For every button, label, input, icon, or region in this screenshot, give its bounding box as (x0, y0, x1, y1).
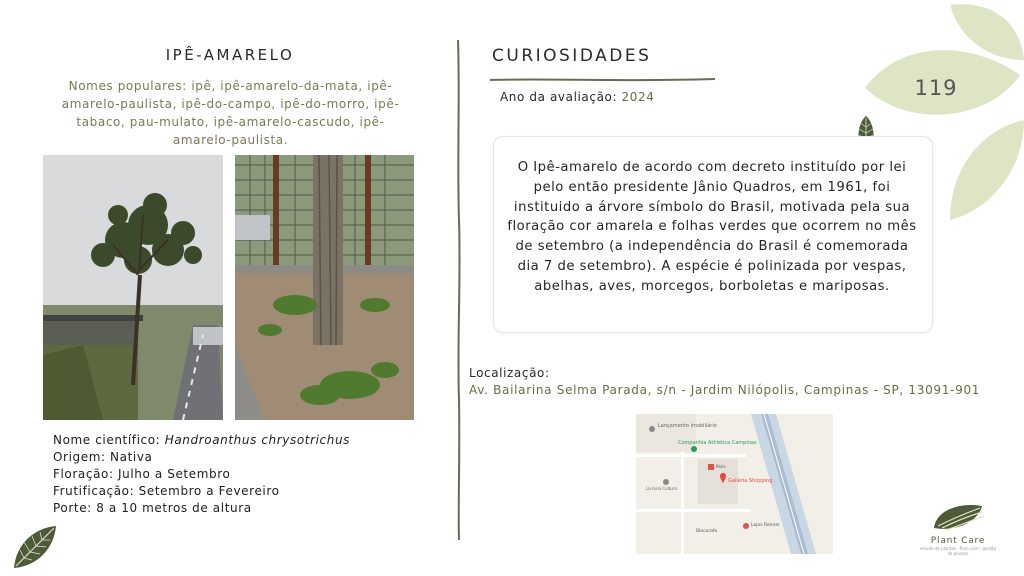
map-label-top: Lançamento imobiliário (658, 423, 717, 429)
evaluation-year: Ano da avaliação: 2024 (500, 90, 655, 104)
species-facts (53, 432, 350, 517)
origin: Origem: Nativa (53, 450, 153, 464)
map-label-livraria: Livraria Cultura (646, 486, 677, 491)
flowering: Floração: Julho a Setembro (53, 467, 231, 481)
logo-leaf-icon (930, 500, 986, 532)
map-label-paris: Paris (716, 464, 726, 469)
species-title: IPÊ-AMARELO (165, 46, 295, 64)
tree-photo (43, 155, 223, 420)
logo-tagline: estudo de plantas · flora care · gestão de plantas (919, 546, 997, 556)
fruiting: Frutificação: Setembro a Fevereiro (53, 484, 280, 498)
page-number: 119 (914, 76, 958, 100)
section-title: CURIOSIDADES (492, 46, 652, 66)
map-label-bloco: Blocorafe (696, 529, 718, 534)
scientific-name: Nome científico: Handroanthus chrysotrichus (53, 433, 351, 447)
logo-name: Plant Care (930, 536, 986, 546)
popular-names: Nomes populares: ipê, ipê-amarelo-da-mata, ipê-amarelo-paulista, ipê-do-campo, ipê-do-morro, ipê-tabaco, pau-mulato, ipê-amarelo-cascudo, ipê-amarelo-paulista. (61, 79, 400, 147)
scientific-name-value: Handroanthus chrysotrichus (164, 433, 351, 447)
map-label-shopping: Galleria Shopping (728, 478, 773, 484)
leaf-icon (10, 522, 60, 576)
title-underline (490, 68, 715, 87)
tree-size: Porte: 8 a 10 metros de altura (53, 501, 252, 515)
map-label-lojas: Lojas Renner (751, 523, 780, 528)
location-address: Av. Bailarina Selma Parada, s/n - Jardim Nilópolis, Campinas - SP, 13091-901 (469, 383, 981, 397)
plant-care-logo (918, 500, 998, 556)
trunk-photo (235, 155, 414, 420)
decorative-leaves (840, 0, 1024, 229)
location-label: Localização: (469, 366, 550, 380)
column-divider (455, 40, 463, 544)
location-map[interactable] (636, 414, 833, 554)
curiosity-text: O Ipê-amarelo de acordo com decreto instituído por lei pelo então presidente Jânio Quadros, em 1961, foi instituido a árvore símbolo do Brasil, motivada pela sua floração cor amarela e folhas verdes que ocorrem no mês de setembro (a independência do Brasil é comemorada dia 7 de setembro). A espécie é polinizada por vespas, abelhas, aves, morcegos, borboletas e mariposas. (507, 160, 917, 294)
map-label-companhia: Companhia Athletica Campinas (678, 440, 757, 446)
